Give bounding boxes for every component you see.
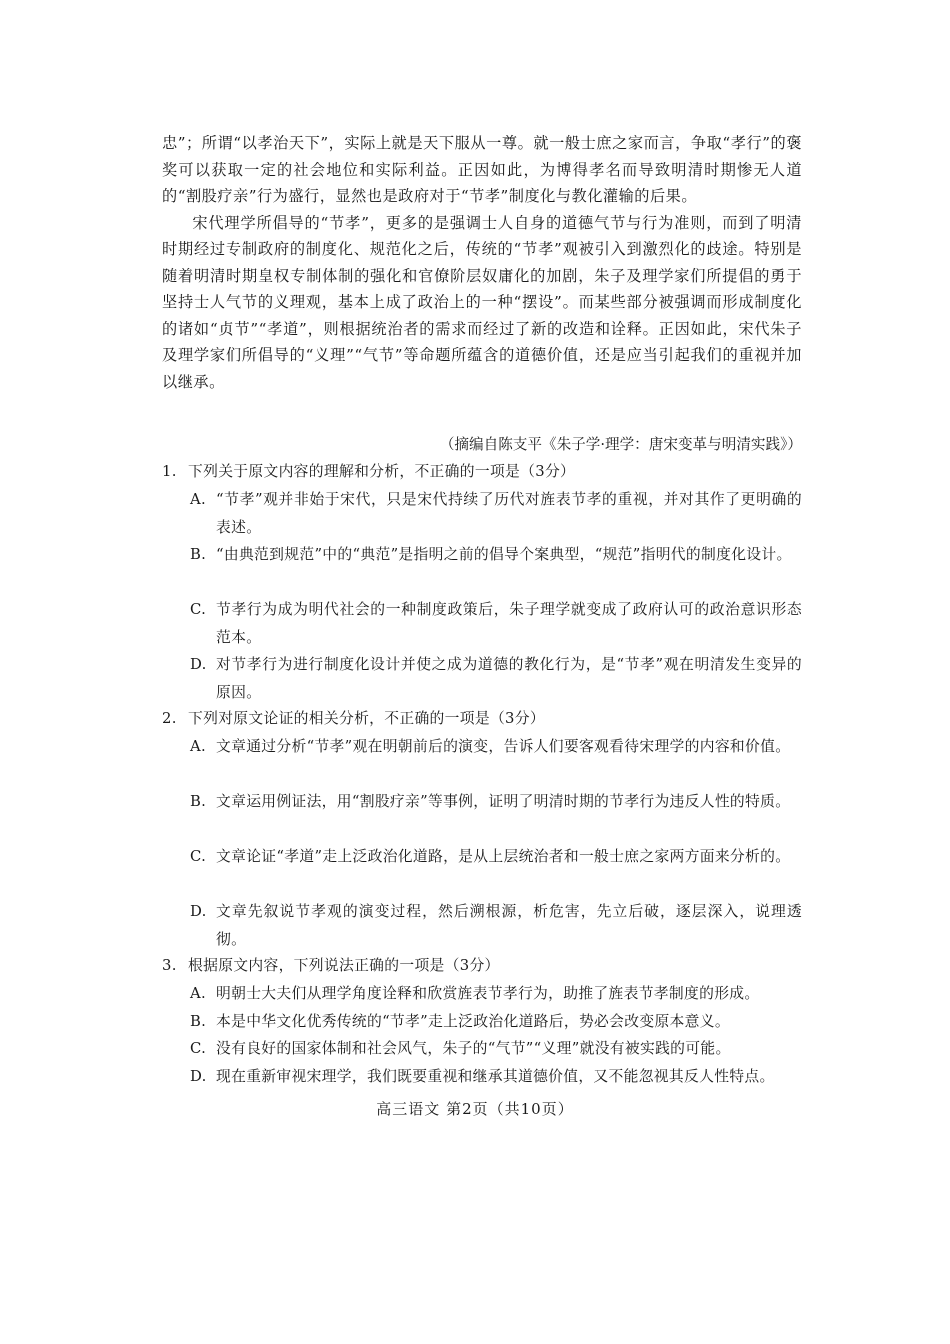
question-1-option-d xyxy=(162,651,802,706)
question-stem xyxy=(162,459,802,486)
question-number: 1. xyxy=(162,463,177,480)
option-text: 对节孝行为进行制度化设计并使之成为道德的教化行为，是“节孝”观在明清发生变异的原因。 xyxy=(216,656,802,701)
option-text: “由典范到规范”中的“典范”是指明之前的倡导个案典型，“规范”指明代的制度化设计。 xyxy=(216,546,792,563)
question-number: 2. xyxy=(162,710,177,727)
passage-paragraph-2: 宋代理学所倡导的“节孝”，更多的是强调士人自身的道德气节与行为准则，而到了明清时期经过专制政府的制度化、规范化之后，传统的“节孝”观被引入到激烈化的歧途。特别是随着明清时期皇权专制体制的强化和官僚阶层奴庸化的加剧，朱子及理学家们所提倡的勇于坚持士人气节的义理观，基本上成了政治上的一种“摆设”。而某些部分被强调而形成制度化的诸如“贞节”“孝道”，则根据统治者的需求而经过了新的改造和诠释。正因如此，宋代朱子及理学家们所倡导的“义理”“气节”等命题所蕴含的道德价值，还是应当引起我们的重视并加以继承。 xyxy=(162,213,802,391)
option-label: A. xyxy=(190,491,206,508)
question-2-option-c xyxy=(162,843,802,898)
option-label: D. xyxy=(190,1067,207,1085)
question-text: 根据原文内容，下列说法正确的一项是（3分） xyxy=(188,957,500,974)
question-2-option-b xyxy=(162,788,802,843)
question-3 xyxy=(162,953,802,1090)
option-text: “节孝”观并非始于宋代，只是宋代持续了历代对旌表节孝的重视，并对其作了更明确的表述。 xyxy=(216,491,802,536)
option-text: 明朝士大夫们从理学角度诠释和欣赏旌表节孝行为，助推了旌表节孝制度的形成。 xyxy=(216,985,760,1002)
question-text: 下列对原文论证的相关分析，不正确的一项是（3分） xyxy=(188,710,545,727)
question-3-option-d xyxy=(162,1063,802,1091)
question-2-option-a xyxy=(162,733,802,788)
option-label: C. xyxy=(190,601,207,618)
passage-paragraph-1: 忠”；所谓“以孝治天下”，实际上就是天下服从一尊。就一般士庶之家而言，争取“孝行”的褒奖可以获取一定的社会地位和实际利益。正因如此，为博得孝名而导致明清时期惨无人道的“割股疗亲”行为盛行，显然也是政府对于“节孝”制度化与教化灌输的后果。 xyxy=(162,134,802,205)
option-text: 现在重新审视宋理学，我们既要重视和继承其道德价值，又不能忽视其反人性特点。 xyxy=(216,1067,775,1085)
option-text: 文章先叙说节孝观的演变过程，然后溯根源，析危害，先立后破，逐层深入，说理透彻。 xyxy=(216,903,802,948)
option-text: 节孝行为成为明代社会的一种制度政策后，朱子理学就变成了政府认可的政治意识形态范本。 xyxy=(216,601,802,646)
question-stem xyxy=(162,953,802,980)
question-2-option-d xyxy=(162,898,802,953)
question-1-option-b xyxy=(162,541,802,596)
question-3-option-a xyxy=(162,980,802,1008)
question-1-option-a xyxy=(162,486,802,541)
option-label: D. xyxy=(190,656,207,673)
question-2 xyxy=(162,706,802,953)
question-1-option-c xyxy=(162,596,802,651)
question-text: 下列关于原文内容的理解和分析，不正确的一项是（3分） xyxy=(188,463,576,480)
reading-passage xyxy=(162,130,802,395)
question-3-option-c xyxy=(162,1035,802,1063)
option-label: D. xyxy=(190,903,207,920)
option-text: 文章运用例证法，用“割股疗亲”等事例，证明了明清时期的节孝行为违反人性的特质。 xyxy=(216,793,791,810)
option-text: 文章论证“孝道”走上泛政治化道路，是从上层统治者和一般士庶之家两方面来分析的。 xyxy=(216,848,791,865)
question-number: 3. xyxy=(162,957,177,974)
option-label: C. xyxy=(190,1040,207,1057)
option-label: B. xyxy=(190,793,207,810)
option-label: C. xyxy=(190,848,207,865)
option-label: B. xyxy=(190,546,207,563)
question-list xyxy=(162,459,802,1090)
question-1 xyxy=(162,459,802,706)
question-3-option-b xyxy=(162,1008,802,1036)
option-label: A. xyxy=(190,738,206,755)
option-text: 文章通过分析“节孝”观在明朝前后的演变，告诉人们要客观看待宋理学的内容和价值。 xyxy=(216,738,791,755)
source-citation: （摘编自陈支平《朱子学·理学：唐宋变革与明清实践》） xyxy=(439,436,802,453)
option-label: B. xyxy=(190,1012,207,1030)
option-text: 没有良好的国家体制和社会风气，朱子的“气节”“义理”就没有被实践的可能。 xyxy=(216,1040,731,1057)
option-label: A. xyxy=(190,985,206,1002)
option-text: 本是中华文化优秀传统的“节孝”走上泛政治化道路后，势必会改变原本意义。 xyxy=(216,1012,730,1030)
page-footer: 高三语文 第2页（共10页） xyxy=(376,1100,574,1118)
question-stem xyxy=(162,706,802,733)
